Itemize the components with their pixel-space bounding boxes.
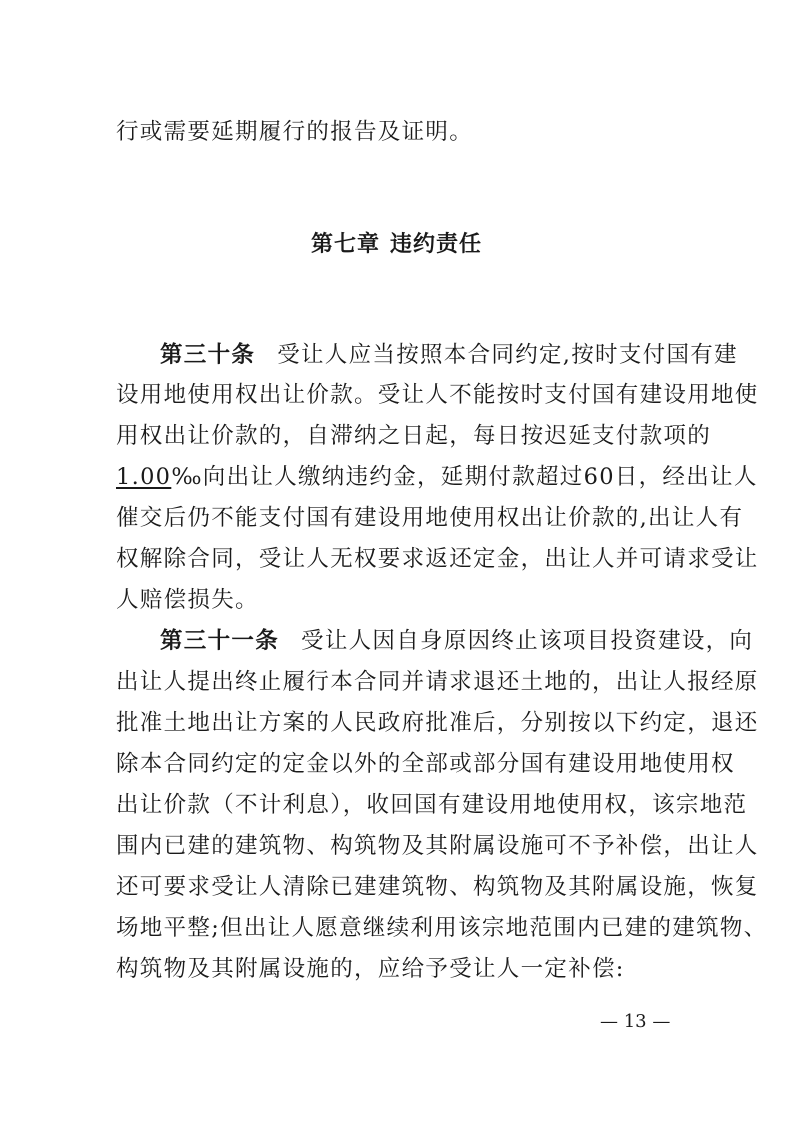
article-31-line-6: 围内已建的建筑物、构筑物及其附属设施可不予补偿，出让人	[116, 833, 759, 859]
article-31-line-4: 除本合同约定的定金以外的全部或部分国有建设用地使用权	[116, 751, 735, 777]
page-number: — 13 —	[600, 1011, 671, 1032]
article-30-line-1	[160, 340, 738, 370]
article-30-line-2: 设用地使用权出让价款。受让人不能按时支付国有建设用地使	[116, 382, 759, 408]
article-31-line-8: 场地平整;但出让人愿意继续利用该宗地范围内已建的建筑物、	[116, 915, 768, 941]
article-31-line-7: 还可要求受让人清除已建建筑物、构筑物及其附属设施，恢复	[116, 874, 759, 900]
article-30-label: 第三十条	[160, 342, 256, 368]
article-31-line-5: 出让价款（不计利息），收回国有建设用地使用权，该宗地范	[116, 792, 748, 818]
chapter-number: 第七章	[310, 232, 380, 257]
chapter-heading	[0, 230, 793, 260]
article-31-line-2: 出让人提出终止履行本合同并请求退还土地的，出让人报经原	[116, 669, 759, 695]
article-30-line-7: 人赔偿损失。	[116, 587, 259, 613]
article-30-text-4: ‰向出让人缴纳违约金，延期付款超过60日，经出让人	[171, 464, 758, 490]
article-30-line-4	[116, 462, 758, 492]
article-30-text-1: 受让人应当按照本合同约定,按时支付国有建	[277, 342, 738, 368]
article-31-line-3: 批准土地出让方案的人民政府批准后，分别按以下约定，退还	[116, 710, 759, 736]
article-31-line-1	[160, 626, 754, 656]
intro-line: 行或需要延期履行的报告及证明。	[116, 119, 474, 145]
chapter-title: 违约责任	[390, 232, 483, 257]
penalty-rate-value: 1.00	[116, 464, 172, 490]
article-31-label: 第三十一条	[160, 628, 280, 654]
article-31-text-1: 受让人因自身原因终止该项目投资建设，向	[301, 628, 754, 654]
article-30-line-3: 用权出让价款的，自滞纳之日起，每日按迟延支付款项的	[116, 423, 712, 449]
article-31-line-9: 构筑物及其附属设施的，应给予受让人一定补偿:	[116, 956, 625, 982]
article-30-line-6: 权解除合同，受让人无权要求返还定金，出让人并可请求受让	[116, 546, 759, 572]
article-30-line-5: 催交后仍不能支付国有建设用地使用权出让价款的,出让人有	[116, 505, 744, 531]
